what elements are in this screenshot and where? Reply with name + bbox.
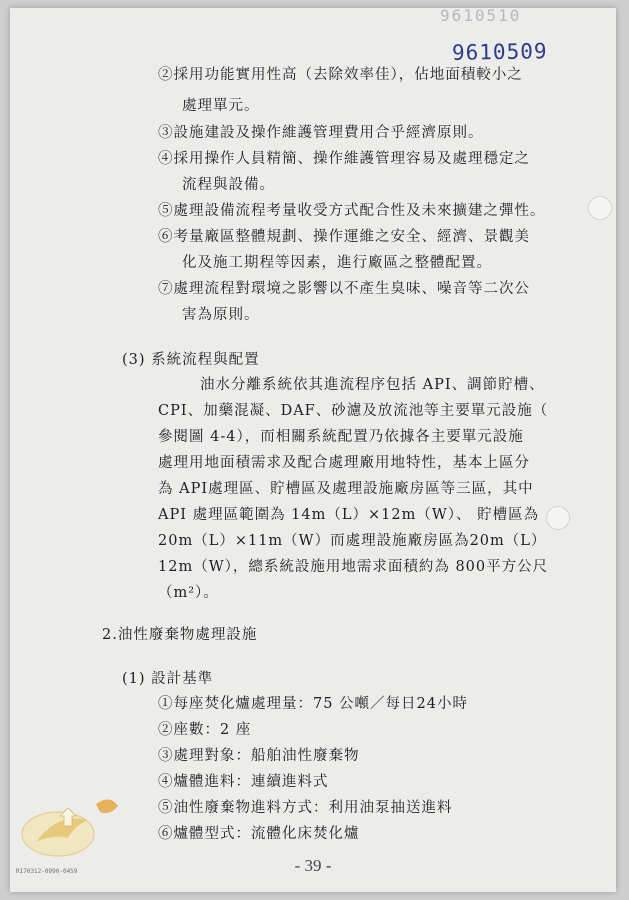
design-item-1: ①每座焚化爐處理量：75 公噸／每日24小時 xyxy=(158,696,469,712)
section-3-line-7: 20m（L）×11m（W）而處理設施廠房區為20m（L） xyxy=(158,533,547,549)
section-3-line-5: 為 API處理區、貯槽區及處理設施廠房區等三區，其中 xyxy=(158,481,534,497)
section-3-line-4: 處理用地面積需求及配合處理廠用地特性，基本上區分 xyxy=(158,455,530,471)
list-item-4-cont: 流程與設備。 xyxy=(182,177,275,193)
section-3-line-8: 12m（W），總系統設施用地需求面積約為 800平方公尺 xyxy=(158,559,549,575)
section-3-heading: (3) 系統流程與配置 xyxy=(122,352,260,368)
list-item-3: ③設施建設及操作維護管理費用合乎經濟原則。 xyxy=(158,125,484,141)
punch-hole-top xyxy=(588,196,612,220)
top-stamp-number: 9610510 xyxy=(440,6,522,25)
list-item-7: ⑦處理流程對環境之影響以不產生臭味、噪音等二次公 xyxy=(158,281,530,297)
section-3-line-9: （m²）。 xyxy=(158,585,219,601)
design-basis-heading: (1) 設計基準 xyxy=(122,671,214,687)
section-2-heading: 2.油性廢棄物處理設施 xyxy=(102,627,258,643)
list-item-6-cont: 化及施工期程等因素，進行廠區之整體配置。 xyxy=(182,255,492,271)
design-item-4: ④爐體進料：連續進料式 xyxy=(158,774,329,790)
section-3-line-1: 油水分離系統依其進流程序包括 API、調節貯槽、 xyxy=(200,377,545,393)
page-number: - 39 - xyxy=(294,856,332,875)
document-number-stamp: 9610509 xyxy=(451,39,548,65)
design-item-5: ⑤油性廢棄物進料方式：利用油泵抽送進料 xyxy=(158,800,453,816)
punch-hole-middle xyxy=(546,506,570,530)
list-item-7-cont: 害為原則。 xyxy=(182,307,260,323)
list-item-6: ⑥考量廠區整體規劃、操作運維之安全、經濟、景觀美 xyxy=(158,229,530,245)
library-logo-icon xyxy=(18,790,128,860)
design-item-3: ③處理對象：船舶油性廢棄物 xyxy=(158,748,360,764)
section-3-line-6: API 處理區範圍為 14m（L）×12m（W）、 貯槽區為 xyxy=(158,507,540,523)
scan-id-label: R170312-0990-0459 xyxy=(16,868,78,875)
list-item-4: ④採用操作人員精簡、操作維護管理容易及處理穩定之 xyxy=(158,151,530,167)
list-item-5: ⑤處理設備流程考量收受方式配合性及未來擴建之彈性。 xyxy=(158,203,546,219)
section-3-line-3: 參閱圖 4-4），而相關系統配置乃依據各主要單元設施 xyxy=(158,429,524,445)
design-item-2: ②座數：2 座 xyxy=(158,722,252,738)
design-item-6: ⑥爐體型式：流體化床焚化爐 xyxy=(158,826,360,842)
list-item-2-cont: 處理單元。 xyxy=(182,98,260,114)
section-3-line-2: CPI、加藥混凝、DAF、砂濾及放流池等主要單元設施（ xyxy=(158,403,549,419)
list-item-2: ②採用功能實用性高（去除效率佳），佔地面積較小之 xyxy=(158,67,523,83)
scanned-page xyxy=(10,8,616,892)
